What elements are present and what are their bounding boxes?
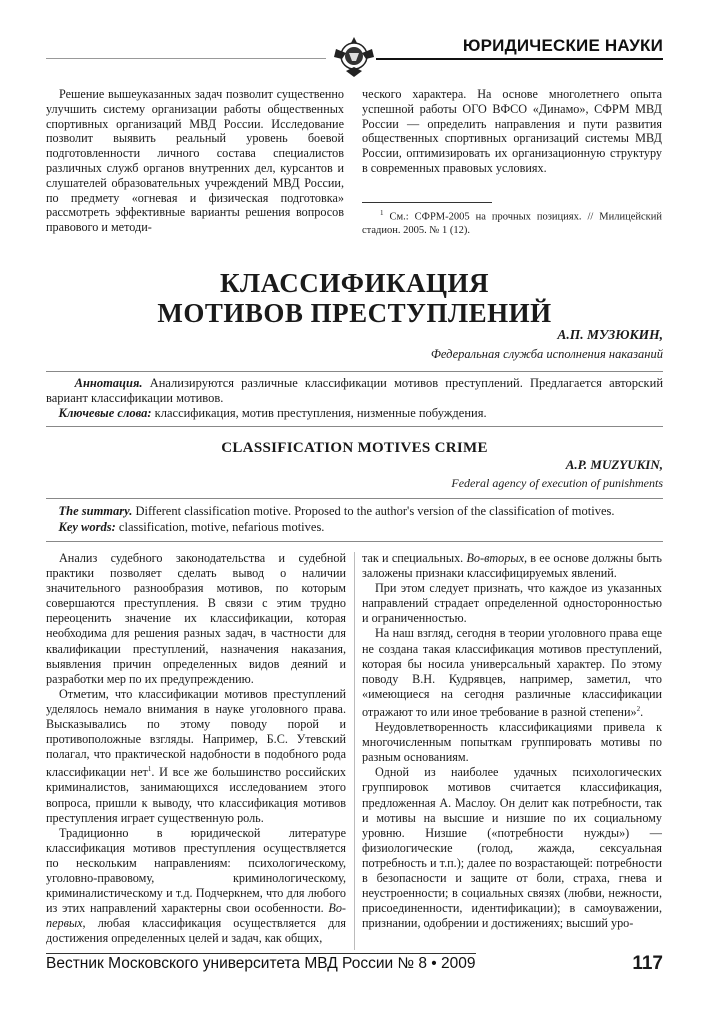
footnote-ref-1: 1 bbox=[147, 765, 152, 774]
footer-rule bbox=[46, 953, 476, 954]
english-title: CLASSIFICATION MOTIVES CRIME bbox=[221, 440, 488, 456]
body-right-paragraph-5: Одной из наиболее удачных психологических группировок мотивов считается классификация, предложенная А. Маслоу. Он делит как потребности, так и мотивы на высшие и низшие по их социальному уровню. Низшие («потребности нужды») — физиологические (голод, жажда, сексуальная потребность и т.п.); далее по возрастающей: потребности в безопасности и защите от боли, страха, гнева и неустроенности; в социальных связях (любви, нежности, присоединенности, идентификации); в самоуважении, признании, одобрении и достижениях; высший уро- bbox=[362, 765, 662, 931]
section-title: ЮРИДИЧЕСКИЕ НАУКИ bbox=[462, 36, 663, 55]
header-rule bbox=[376, 58, 663, 60]
body-right-p1-text-b: в ее основе должны быть заложены признаки классифицируемых явлений. bbox=[362, 551, 662, 581]
body-right-p3-text-b: . bbox=[640, 705, 644, 719]
footnote-rule bbox=[362, 202, 492, 203]
body-left-paragraph-1: Анализ судебного законодательства и судебной практики позволяет сделать вывод о наличии значительного разнообразия мотивов, по которым совершаются преступления. В связи с этим трудно переоценить значение их классификации, которая необходима для решения разных задач, в частности для квалификации преступлений, назначения наказания, выявления причин определенных видов деяний и разработки мер по их предупреждению. bbox=[46, 551, 346, 686]
footnote-text: См.: СФРМ-2005 на прочных позициях. // Милицейский стадион. 2005. № 1 (12). bbox=[362, 211, 663, 237]
body-right-paragraph-2: При этом следует признать, что каждое из указанных направлений страдает определенной односторонностью и ограниченностью. bbox=[362, 581, 662, 626]
body-right-paragraph-4: Неудовлетворенность классификациями привела к многочисленным попыткам группировать мотивы по разным основаниям. bbox=[362, 720, 662, 765]
english-affiliation: Federal agency of execution of punishments bbox=[451, 476, 663, 490]
annotation-text: Анализируются различные классификации мотивов преступлений. Предлагается авторский вариант классификации мотивов. bbox=[46, 376, 664, 405]
summary bbox=[46, 504, 663, 519]
keywords bbox=[46, 406, 663, 421]
english-keywords bbox=[46, 520, 663, 535]
english-author: A.P. MUZYUKIN, bbox=[565, 457, 663, 472]
intro-left-column bbox=[46, 87, 344, 235]
body-left-column bbox=[46, 551, 346, 947]
article-title-line1: КЛАССИФИКАЦИЯ bbox=[219, 268, 490, 298]
journal-title: Вестник Московского университета МВД России № 8 • 2009 bbox=[46, 955, 476, 972]
body-right-p3-text-a: На наш взгляд, сегодня в теории уголовного права еще не создана такая классификация мотивов преступлений, которая бы носила универсальный характер. По этому поводу В.Н. Кудрявцев, например, заметил, что «имеющиеся на сегодня различные классификации отражают то или иное требование в разной степени» bbox=[362, 626, 662, 719]
affiliation: Федеральная служба исполнения наказаний bbox=[430, 347, 663, 361]
body-left-p3-italic: Во-первых, bbox=[46, 901, 346, 931]
body-right-paragraph-3 bbox=[362, 626, 662, 720]
column-divider bbox=[354, 552, 355, 950]
header-rule-left bbox=[46, 58, 326, 59]
footnote-1 bbox=[362, 207, 662, 238]
body-left-p2-text-b: . И все же большинство российских криминалистов, занимающихся исследованием этого вопроса, пришли к выводу, что классификация мотивов преступления играет существенную роль. bbox=[46, 765, 346, 825]
annotation-label: Аннотация. bbox=[74, 376, 143, 390]
summary-text: Different classification motive. Proposed to the author's version of the classification of motives. bbox=[135, 504, 615, 518]
body-right-p1-text-a: так и специальных. bbox=[362, 551, 467, 565]
intro-right-paragraph: ческого характера. На основе многолетнего опыта успешной работы ОГО ВФСО «Динамо», СФРМ МВД России — определить направления и пути развития общественных спортивных организаций системы МВД России, оптимизировать их организационную структуру в современных правовых условиях. bbox=[362, 87, 662, 175]
summary-label: The summary. bbox=[58, 504, 133, 518]
annotation bbox=[46, 376, 663, 405]
body-left-paragraph-3 bbox=[46, 826, 346, 947]
article-title bbox=[46, 268, 663, 328]
body-right-paragraph-1 bbox=[362, 551, 662, 581]
body-right-p1-italic: Во-вторых, bbox=[466, 551, 528, 565]
article-title-line2: МОТИВОВ ПРЕСТУПЛЕНИЙ bbox=[157, 298, 552, 328]
eagle-emblem-icon bbox=[332, 33, 376, 79]
footnote-ref-2: 2 bbox=[636, 704, 641, 713]
keywords-text: классификация, мотив преступления, низменные побуждения. bbox=[154, 406, 487, 420]
english-keywords-text: classification, motive, nefarious motives. bbox=[118, 520, 325, 534]
body-left-paragraph-2 bbox=[46, 687, 346, 826]
intro-left-paragraph: Решение вышеуказанных задач позволит существенно улучшить систему организации работы общественных спортивных организаций МВД России. Исследование позволит выявить реальный уровень боевой подготовленности личного состава специалистов различных служб органов внутренних дел, курсантов и слушателей образовательных учреждений МВД России, по предмету «огневая и физическая подготовка» рассмотреть эффективные варианты решения вопросов правового и методи- bbox=[46, 87, 344, 235]
intro-right-column bbox=[362, 87, 662, 176]
body-left-p2-text-a: Отметим, что классификации мотивов преступлений уделялось немало внимания в науке уголовного права. Высказывались по этому поводу порой и противоположные взгляды. Например, Б.С. Утевский полагал, что практической надобности в подобного рода классификации нет bbox=[46, 686, 346, 780]
body-right-column bbox=[362, 551, 662, 931]
english-keywords-label: Key words: bbox=[58, 520, 116, 534]
footnote-mark: 1 bbox=[379, 209, 384, 217]
author: А.П. МУЗЮКИН, bbox=[557, 327, 663, 342]
body-left-p3-text-a: Традиционно в юридической литературе классификация мотивов преступления осуществляется по нескольким направлениям: психологическому, уголовно-правовому, криминологическому, криминалистическому и т.д. Подчеркнем, что для любого из этих направлений характерны свои особенности. bbox=[46, 825, 346, 916]
page-number: 117 bbox=[632, 953, 663, 974]
keywords-label: Ключевые слова: bbox=[58, 406, 152, 420]
body-left-p3-text-b: любая классификация осуществляется для достижения определенных целей и задач, как общих, bbox=[46, 916, 346, 946]
